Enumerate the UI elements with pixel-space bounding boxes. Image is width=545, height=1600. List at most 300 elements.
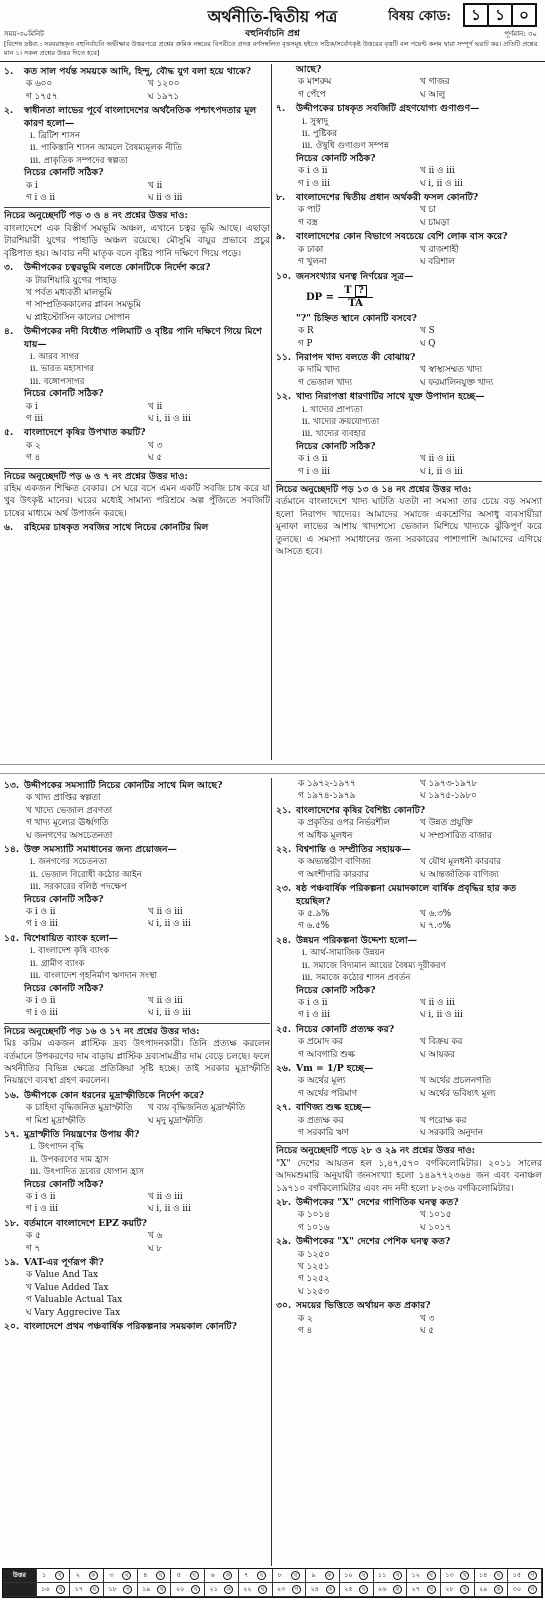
option: গ সাম্প্রতিককালের প্লাবন সমভূমি [26,300,141,311]
option: ক i ও ii [298,997,328,1008]
question-text: বিশ্বশান্তি ও সম্প্রীতির সহায়ক— [296,844,411,856]
answer-number: ১৫ [512,1571,522,1579]
option: খ বিক্রয় কর [420,1037,463,1048]
answer-number: ২৬ [377,1585,387,1593]
question-text: উদ্দীপকের "X" দেশের গাণিতিক ঘনত্ব কত? [296,1197,459,1208]
option: ক প্রকৃতির ওপর নির্ভরশীল [298,818,390,829]
option: ক ২ [26,440,41,451]
answer-bubble: ঘ [122,1571,131,1580]
options [276,76,542,101]
question-text: বাংলাদেশে প্রথম পঞ্চবার্ষিক পরিকল্পনার সময়কাল কোনটি? [24,1321,237,1333]
option: ঘ ১২৫৩ [298,1286,330,1297]
option: ক ঢাকা [298,244,324,255]
options [4,906,270,931]
question-ask: নিচের কোনটি সঠিক? [296,152,376,164]
answer-bubble: খ [157,1585,166,1594]
option: ঘ জনগণের অসচেতনতা [26,830,113,841]
answer-bubble: ঘ [258,1585,267,1594]
answer-cell [306,1583,340,1597]
question-text: নিচের কোনটি প্রত্যক্ষ কর? [296,1023,395,1035]
answer-cell [273,1569,307,1583]
answer-bubble: ক [494,1585,503,1594]
question-number: ২২. [276,844,292,856]
column-right [276,64,542,760]
question [276,391,542,403]
option: ক ৫.৯% [298,909,330,920]
option: ঘ আয়কর [420,1049,455,1060]
question-number: ২৯. [276,1236,292,1248]
answer-bubble: খ [528,1585,537,1594]
question-text: উদ্দীপকের "X" দেশের পেশিক ঘনত্ব কত? [296,1236,451,1248]
question-text: সময়ের ভিত্তিতে অর্থায়ন কত প্রকার? [296,1300,431,1312]
question-number: ৩. [4,262,14,274]
question [276,352,542,364]
statement: iii. ঔষুধি গুণাগুণ সম্পন্ন [302,141,389,152]
answer-grid-label [3,1583,37,1597]
statement: ii. পাকিস্তানি শাসন আমলে বৈষম্যমূলক নীতি [30,143,182,154]
option: ক প্রত্যক্ষ কর [298,1115,344,1126]
answer-bubble: গ [292,1585,301,1594]
option: ঘ সরকারি অনুদান [420,1127,484,1138]
option: ক R [298,326,314,337]
answer-cell [171,1569,205,1583]
question-ask: "?" চিহ্নিত স্থানে কোনটি বসবে? [296,312,417,324]
passage [4,207,270,260]
question [4,262,270,274]
answer-grid-label: উত্তর [3,1569,37,1583]
question-number: ৪. [4,326,14,338]
question-text: রহিমের চাষকৃত সবজির সাথে নিচের কোনটির মিল [24,522,209,534]
formula-fraction [338,285,373,311]
formula [276,285,542,311]
question-number: ১৫. [4,932,20,944]
answer-number: ১৮ [108,1585,117,1593]
option: খ S [420,326,435,337]
question [4,1321,270,1333]
answer-number: ১১ [377,1571,387,1579]
option: ঘ ১৯৭৫-১৯৮০ [420,791,477,802]
option: ঘ বরিশাল [420,257,455,268]
option: ঘ অর্থের ভবিষ্যৎ মূল্য [420,1088,496,1099]
answer-number: ২ [75,1571,80,1579]
options [4,1102,270,1127]
statement: iii. সমাজে কঠোর শাসন প্রবর্তন [302,973,411,984]
option: ক i ও ii [298,166,328,177]
option: ঘ i, ii ও iii [148,1204,191,1215]
option: খ ৬ [148,1231,163,1242]
option: ক অভ্যন্তরীণ বাণিজ্য [298,857,371,868]
answer-cell [407,1569,441,1583]
formula-num-text: T [344,284,352,296]
question [276,192,542,204]
option: ক পাট [298,205,321,216]
options [276,778,542,803]
answer-cell [374,1583,408,1597]
question [4,1257,270,1269]
option: খ রাজশাহী [420,244,459,255]
option: গ ৬.৫% [298,921,330,932]
question-text: উক্ত সমস্যাটি সমাধানের জন্য প্রয়োজন— [24,844,177,856]
option: খ ii ও iii [148,995,183,1006]
option: ক i ও ii [26,907,56,918]
option: গ খুলনা [298,257,327,268]
subject-code-label: বিষয় কোড: [388,9,451,24]
answer-cell [475,1583,509,1597]
option: গ ১৭৫৭ [26,91,58,102]
answer-cell [239,1583,273,1597]
answer-cell [441,1569,475,1583]
question [4,1218,270,1230]
question-ask: নিচের কোনটি সঠিক? [24,167,104,179]
answer-cell [37,1583,71,1597]
answer-cell [104,1569,138,1583]
question-ask: নিচের কোনটি সঠিক? [24,1178,104,1190]
answer-number: ১৩ [445,1571,454,1579]
answer-cell [306,1569,340,1583]
formula-denominator: TA [348,298,363,310]
question [276,935,542,947]
question-number: ২৭. [276,1102,292,1114]
question-text: উদ্দীপকের সমস্যাটি নিচের কোনটির সাথে মিল আছে? [24,780,223,791]
exam-title: অর্থনীতি-দ্বিতীয় পত্র [207,7,338,26]
exam-time: সময়-৩০মিনিট [4,30,44,38]
question-ask: নিচের কোনটি সঠিক? [296,984,376,996]
answer-cell [374,1569,408,1583]
question [276,883,542,908]
statement: iii. প্রাকৃতিক সম্পদের স্বল্পতা [30,155,128,166]
options [4,995,270,1020]
option: খ উন্নত প্রযুক্তি [420,818,473,829]
answer-cell [508,1583,542,1597]
options [276,165,542,190]
statement: ii. গ্রামীণ ব্যাংক [30,958,85,969]
question-text: খাদ্য নিরাপত্তা ধারণাটির সাথে যুক্ত উপাদান হচ্ছে— [296,391,485,403]
options [4,401,270,426]
question-text: ষষ্ঠ পঞ্চবার্ষিক পরিকল্পনা মেয়াদকালে বার্ষিক প্রবৃদ্ধির হার কত হয়েছিল? [296,883,517,907]
passage [276,481,542,558]
option: খ ৬.৩% [420,909,452,920]
question [4,66,270,78]
option: ক টারশিয়ারি যুগের পাহাড় [26,275,117,286]
question [4,844,270,856]
options [4,1230,270,1255]
answer-bubble: ঘ [359,1585,368,1594]
answer-bubble: ক [325,1571,334,1580]
option: ক মাশরুম [298,77,332,88]
statement: ii. উপকরণের দাম হ্রাস [30,1154,109,1165]
option: খ ৩ [420,1313,435,1324]
column-divider [271,778,272,1566]
option: ঘ i, ii ও iii [420,1010,463,1021]
option: ক চাহিদা বৃদ্ধিজনিত মুদ্রাস্ফীতি [26,1103,133,1114]
option: গ বস্ত্র [298,217,318,228]
question [276,1300,542,1312]
statement: ii. খাদ্যের ক্রয়যোগ্যতা [302,416,380,427]
option: খ ii ও iii [148,1192,183,1202]
answer-cell [205,1569,239,1583]
exam-instructions: [বিশেষ দ্রষ্টব্য : সরবরাহকৃত বহুনির্বাচনি অভীক্ষার উত্তরপত্রে প্রশ্নের ক্রমিক নম্বরের বিপরীতে প্রদত্ত বর্ণসম্বলিত বৃত্তসমূহ হইতে সঠিক/সর্বোৎকৃষ্ট উত্তরের বৃত্তটি বল পয়েন্ট কলম দ্বারা সম্পূর্ণ ভরাট কর। প্রতিটি প্রশ্নের মান ১। সকল প্রশ্নের উত্তর দিতে হবে] [4,40,538,57]
answer-cell [340,1569,374,1583]
answer-cell [70,1583,104,1597]
passage-text: "X" দেশের আয়তন হল ১,৪৭,৫৭০ বর্গকিলোমিটার। ২০১১ সালের আদমশুমারি অনুযায়ী জনসংখ্যা হলো ১৪৯৭৭২৩৬৪ জন এবং বনাঞ্চল ১৯৭১০ বর্গকিলোমিটার এবং নদ নদী হলো ৮২৩৬ বর্গকিলোমিটার। [276,1158,542,1194]
question-number: ১৮. [4,1217,20,1229]
answer-bubble: ঘ [190,1571,199,1580]
answer-bubble: খ [191,1585,200,1594]
options [4,792,270,842]
statement: iii. বাংলাদেশ গৃহনির্মাণ ঋণদান সংস্থা [30,971,158,982]
answer-bubble: খ [291,1571,300,1580]
option: গ i ও ii [26,193,56,204]
question-number: ২০. [4,1321,20,1333]
option: ঘ ৭.৩% [420,921,451,932]
question-text: বর্তমানে বাংলাদেশে EPZ কয়টি? [24,1217,147,1229]
question-text: মুদ্রাস্ফীতি নিয়ন্ত্রণের উপায় কী? [24,1128,140,1140]
option: গ অধিক মূলধন [298,830,353,841]
option: ক ২ [298,1313,313,1324]
option: গ ১২৫২ [298,1274,330,1285]
answer-bubble: ঘ [90,1585,99,1594]
option: খ ii [148,401,163,412]
answer-number: ২৮ [445,1585,454,1593]
option: ক i ও ii [26,995,56,1006]
option: গ অংশীদারি কারবার [298,869,369,880]
question [4,1129,270,1141]
answer-number: ৫ [176,1571,182,1579]
exam-page-1 [0,0,545,764]
question-group [4,66,270,204]
option: গ i ও iii [298,466,330,477]
answer-cell [138,1583,172,1597]
question [4,780,270,792]
question-group [276,64,542,478]
answer-number: ১৭ [74,1585,84,1593]
option: ঘ i, ii ও iii [420,178,463,189]
answer-bubble: ঘ [156,1571,165,1580]
question-number: ১৬. [4,1089,20,1101]
question-number: ২৮. [276,1197,292,1208]
passage [276,1142,542,1195]
question-number: ১০. [276,270,292,282]
passage [4,1023,270,1088]
option: গ ১৯৭৪-১৯৭৯ [298,791,356,802]
question-text: আছে? [296,64,322,75]
answer-cell [104,1583,138,1597]
answer-cell [508,1569,542,1583]
option: গ খাদ্য মূল্যের ঊর্ধ্বগতি [26,818,109,829]
answer-cell [273,1583,307,1597]
option: গ iii [26,413,44,424]
option: গ Valuable Actual Tax [26,1295,123,1306]
option: ক ১০১৪ [298,1210,330,1221]
option: ঘ মৃদু মুদ্রাস্ফীতি [148,1115,203,1126]
question-number: ৯. [276,231,286,243]
option: ক i [26,401,38,412]
answer-bubble: খ [393,1571,402,1580]
statement: i. ব্রিটিশ শাসন [30,131,81,142]
options [276,204,542,229]
passage-heading: নিচের অনুচ্ছেদটি পড় ৬ ও ৭ নং প্রশ্নের উত্তর দাও: [4,471,188,482]
options [276,856,542,881]
answer-cell [407,1583,441,1597]
question-number: ৫. [4,427,14,439]
options [276,817,542,842]
column-left [4,64,270,760]
option: গ অর্থের পরিমাণ [298,1088,358,1099]
question-number: ২৬. [276,1062,292,1074]
options [4,78,270,103]
option: খ পর্বত মধ্যবর্তী মালভূমি [26,287,112,298]
option: ক খাদ্য প্রাপ্তির স্বল্পতা [26,793,101,804]
answer-bubble: খ [460,1571,469,1580]
statement: ii. ভেজাল বিরোধী কঠোর আইন [30,869,142,880]
option: গ সরকারি ঋণ [298,1127,349,1138]
question [4,933,270,945]
question-number: ১৯. [4,1257,20,1269]
subject-code-box [465,3,537,27]
option: ঘ ii ও iii [148,193,183,204]
question-text: বাংলাদেশে কৃষির উপখাত কয়টি? [24,427,146,439]
statement: ii. সমাজে বিদ্যমান আয়ের বৈষম্য দূরীকরণ [302,960,446,971]
option: খ চা [420,205,436,216]
question [4,1090,270,1102]
question [276,1102,542,1114]
option: খ খাদ্যে ভেজাল প্রবণতা [26,805,113,816]
question-number: ২৫. [276,1023,292,1035]
question-number: ২১. [276,804,292,816]
answer-number: ২০ [175,1585,185,1593]
question-number: ১. [4,66,14,77]
answer-bubble: গ [123,1585,132,1594]
option: খ ii [148,180,163,191]
column-left [4,778,270,1566]
answer-bubble: খ [55,1571,64,1580]
option: ঘ i, ii ও iii [148,919,191,930]
options [276,997,542,1022]
option: ক অর্থের মূল্য [298,1076,346,1087]
answer-bubble: ঘ [427,1571,436,1580]
option: ঘ ফরমালিনযুক্ত খাদ্য [420,377,494,388]
answer-bubble: ঘ [494,1571,503,1580]
answer-number: ৮ [277,1571,283,1579]
option: খ গাজর [420,77,450,88]
option: ঘ i, ii ও iii [148,1008,191,1019]
answer-cell [239,1569,273,1583]
question [276,1024,542,1036]
answer-bubble: ক [326,1585,335,1594]
answer-number: ১২ [411,1571,420,1579]
options [276,453,542,478]
options [4,275,270,325]
option: ঘ ৫ [420,1326,434,1337]
option: গ i ও iii [26,1204,58,1215]
answer-number: ২১ [209,1585,218,1593]
question-number: ২৪. [276,934,292,946]
passage-text: বাংলাদেশে এক বিস্তীর্ণ সমভূমি অঞ্চল, এখানে চত্বর ভূমি আছে। এছাড়া টারশিয়ারী যুগের পাহাড়ি অঞ্চল রয়েছে। মৌসুমি বায়ুর প্রভাবে প্রচুর বৃষ্টিপাত হয়। আবার নদী মাতৃক বলে বৃষ্টির পানি দক্ষিণে গিয়ে পড়ে। [4,223,270,259]
option: ক i [26,180,38,191]
option: গ পেঁপে [298,89,326,100]
option: গ i ও iii [298,1010,330,1021]
answer-number: ২৯ [478,1585,488,1593]
option: গ i ও iii [26,919,58,930]
option: ঘ চামড়া [420,217,450,228]
question-text: উদ্দীপকে কোন ধরনের মুদ্রাস্ফীতিকে নির্দেশ করে? [24,1089,205,1101]
option: ঘ i, ii ও iii [420,466,463,477]
answer-number: ২২ [243,1585,252,1593]
question-number: ৬. [4,522,14,534]
statement: iii. সরকারের বলিষ্ঠ পদক্ষেপ [30,882,127,893]
answer-number: ৩০ [512,1585,522,1593]
option: ঘ প্লাইস্টোসিন কালের সোপান [26,312,130,323]
question-text: উন্নয়ন পরিকল্পনা উদ্দেশ্য হলো— [296,934,417,946]
option: খ ১৯৭৩-১৯৭৮ [420,779,478,789]
question-ask: নিচের কোনটি সঠিক? [24,893,104,905]
formula-numerator [338,285,373,298]
option: খ ১২৫১ [298,1262,330,1273]
option: খ ব্যয় বৃদ্ধিজনিত মুদ্রাস্ফীতি [148,1103,245,1114]
column-right [276,778,542,1566]
option: ক Value And Tax [26,1270,99,1281]
question-number: ৭. [276,103,286,115]
passage-heading: নিচের অনুচ্ছেদটি পড় ১৩ ও ১৪ নং প্রশ্নের উত্তর দাও: [276,485,472,495]
question-group [276,1197,542,1337]
answer-number: ২৭ [411,1585,420,1593]
question-text: বাংলাদেশের কৃষির বৈশিষ্ট্য কোনটি? [296,804,426,816]
passage-heading: নিচের অনুচ্ছেদটি পড়ে ২৮ ও ২৯ নং প্রশ্নের উত্তর দাও: [276,1146,476,1157]
passage-text: মিঃ করিম একজন প্লাস্টিক দ্রব্য উৎপাদনকারী। তিনি প্রত্যক্ষ করলেন বর্তমানে উপকরণের দাম বাড়ায় প্লাস্টিক দ্রব্যসামগ্রীর দাম বেড়ে চলছে। ফলে অর্থনীতির বিভিন্ন ক্ষেত্রে প্রতিক্রিয়া সৃষ্টি হচ্ছে। তাই সরকার মুদ্রাস্ফীতি নিয়ন্ত্রণে ব্যবস্থা গ্রহণ করলেন। [4,1039,270,1087]
question [4,427,270,439]
answer-bubble: খ [460,1585,469,1594]
option: ঘ ১০১৭ [420,1222,452,1233]
statement: i. জনগণের সচেতনতা [30,857,108,868]
option: গ ৭ [26,1243,41,1254]
option: ঘ ৫ [148,453,162,464]
option: খ যৌথ মূলধনী কারবার [420,857,501,868]
option: ক ৫ [26,1231,41,1242]
statement: i. আরব সাগর [30,351,80,362]
exam-subtitle: বহুনির্বাচনি প্রশ্ন [245,29,300,39]
question-text: Vm = 1/P হচ্ছে— [296,1062,374,1074]
options [276,1036,542,1061]
question-group [4,780,270,1020]
option: গ মিশ্র মুদ্রাস্ফীতি [26,1115,86,1126]
question-ask: নিচের কোনটি সঠিক? [296,440,376,452]
statement: i. আর্থ-সামাজিক উন্নয়ন [302,948,385,959]
options [276,908,542,933]
answer-number: ৭ [244,1571,249,1579]
options [276,1249,542,1299]
subject-code-digit: ১ [487,3,513,27]
answer-cell [205,1583,239,1597]
answer-cell [171,1583,205,1597]
question-group [4,1090,270,1334]
option: ঘ সম্প্রসারিত বাজার [420,830,492,841]
answer-bubble: ক [89,1571,98,1580]
question [276,805,542,817]
option: ঘ i, ii ও iii [148,413,191,424]
question-number: ১৭. [4,1128,20,1140]
option: খ ১০১৫ [420,1210,452,1221]
option: খ ১২০০ [148,79,180,90]
option: গ ১০১৬ [298,1222,330,1233]
answer-bubble: ক [223,1571,232,1580]
answer-cell [340,1583,374,1597]
question-text: উদ্দীপকের চাষকৃত সবজিটি গ্রহণযোগ্য গুণাগুণ— [296,103,480,115]
options [276,325,542,350]
option: খ অর্থের প্রচলনগতি [420,1076,492,1087]
question [276,231,542,243]
question-text: কত সাল পর্যন্ত সময়কে আদি, হিন্দু, বৌদ্ধ যুগ বলা হয়ে থাকে? [24,66,252,77]
question-text: বাণিজ্য শুল্ক হচ্ছে— [296,1102,371,1114]
